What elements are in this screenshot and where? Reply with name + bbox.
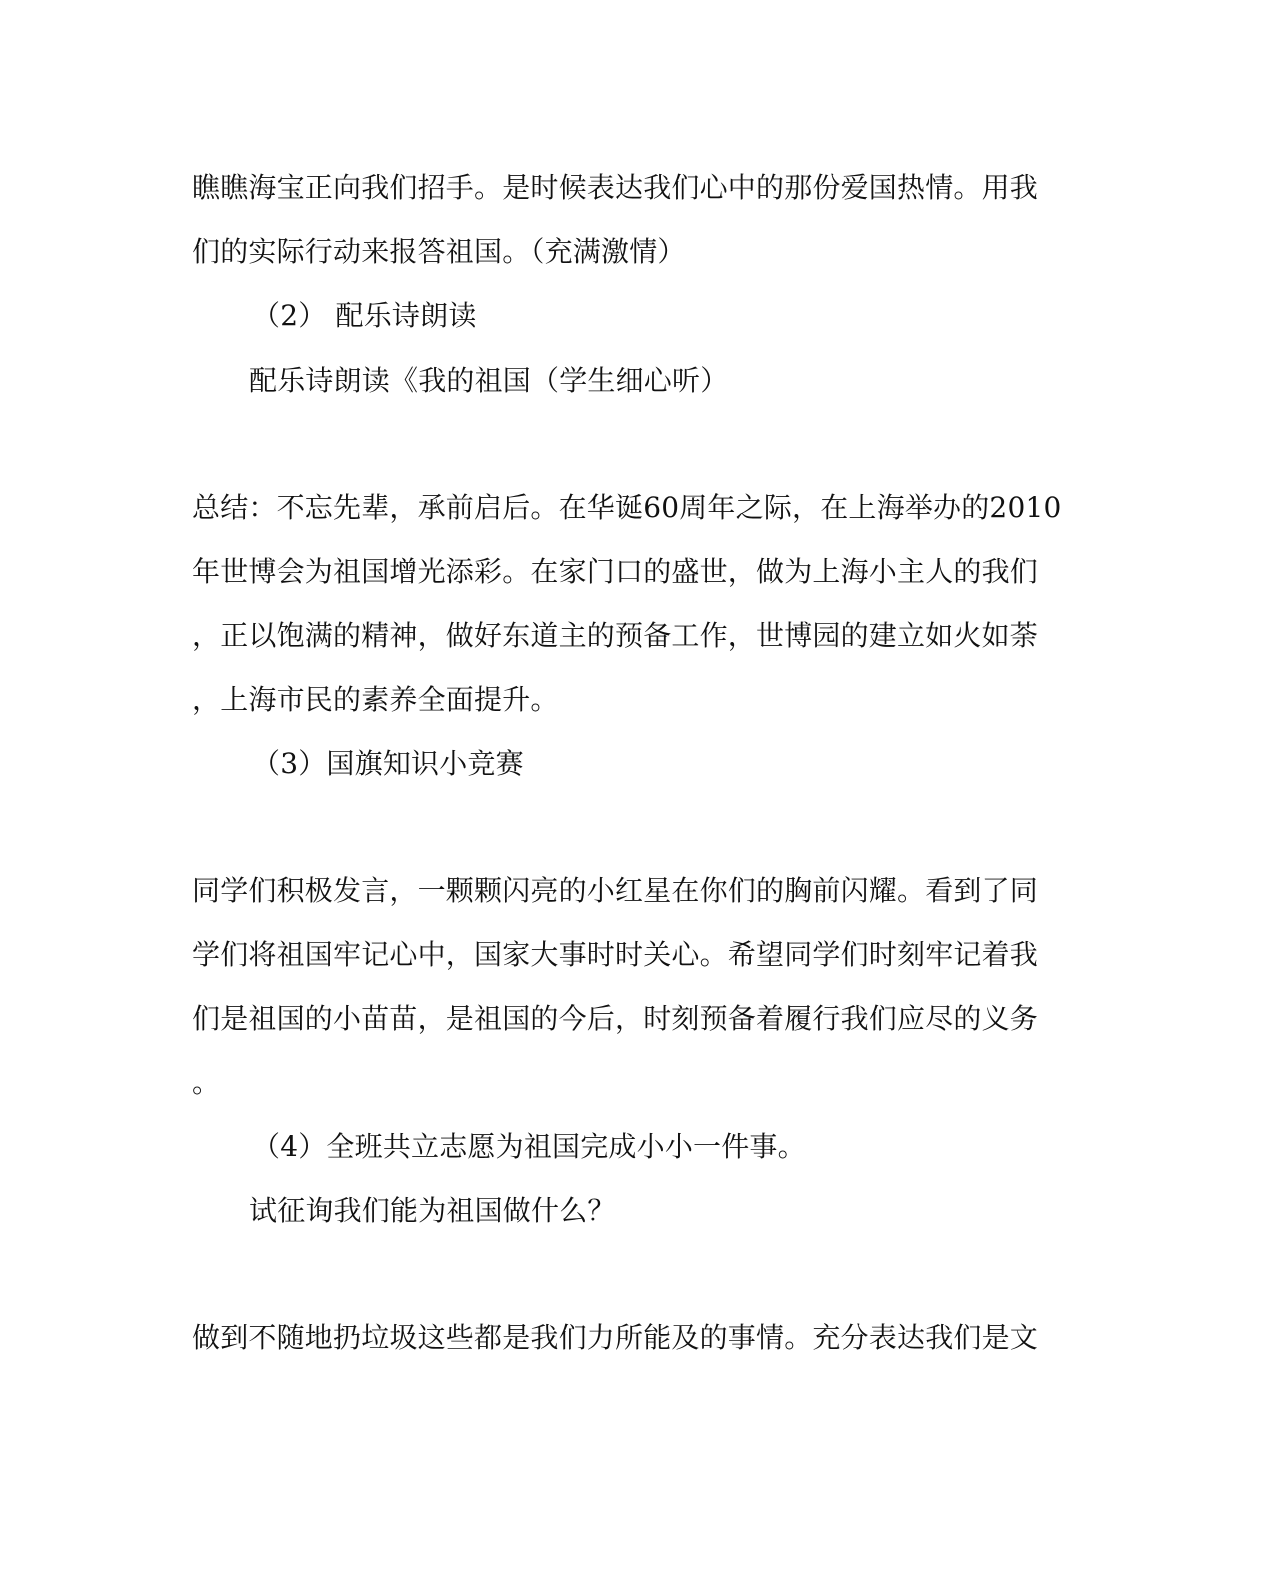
paragraph-line: 同学们积极发言，一颗颗闪亮的小红星在你们的胸前闪耀。看到了同	[192, 874, 1039, 907]
paragraph-line: 年世博会为祖国增光添彩。在家门口的盛世，做为上海小主人的我们	[192, 555, 1039, 588]
paragraph-line: 瞧瞧海宝正向我们招手。是时候表达我们心中的那份爱国热情。用我	[192, 171, 1039, 204]
paragraph-line: ，上海市民的素养全面提升。	[192, 683, 559, 716]
paragraph-line: 做到不随地扔垃圾这些都是我们力所能及的事情。充分表达我们是文	[192, 1321, 1039, 1354]
section-heading: （2） 配乐诗朗读	[252, 299, 477, 332]
paragraph-line: 学们将祖国牢记心中，国家大事时时关心。希望同学们时刻牢记着我	[192, 938, 1039, 971]
paragraph-line: 总结：不忘先辈，承前启后。在华诞60周年之际，在上海举办的2010	[192, 491, 1062, 524]
paragraph-line: 们是祖国的小苗苗，是祖国的今后，时刻预备着履行我们应尽的义务	[192, 1002, 1039, 1035]
paragraph-line: 。	[192, 1066, 221, 1099]
paragraph-line: 试征询我们能为祖国做什么？	[249, 1194, 616, 1227]
section-heading: （3）国旗知识小竞赛	[252, 747, 524, 780]
paragraph-line: ，正以饱满的精神，做好东道主的预备工作，世博园的建立如火如荼	[192, 619, 1039, 652]
paragraph-line: 配乐诗朗读《我的祖国（学生细心听）	[249, 364, 729, 397]
section-heading: （4）全班共立志愿为祖国完成小小一件事。	[252, 1130, 806, 1163]
paragraph-line: 们的实际行动来报答祖国。（充满激情）	[192, 235, 686, 268]
